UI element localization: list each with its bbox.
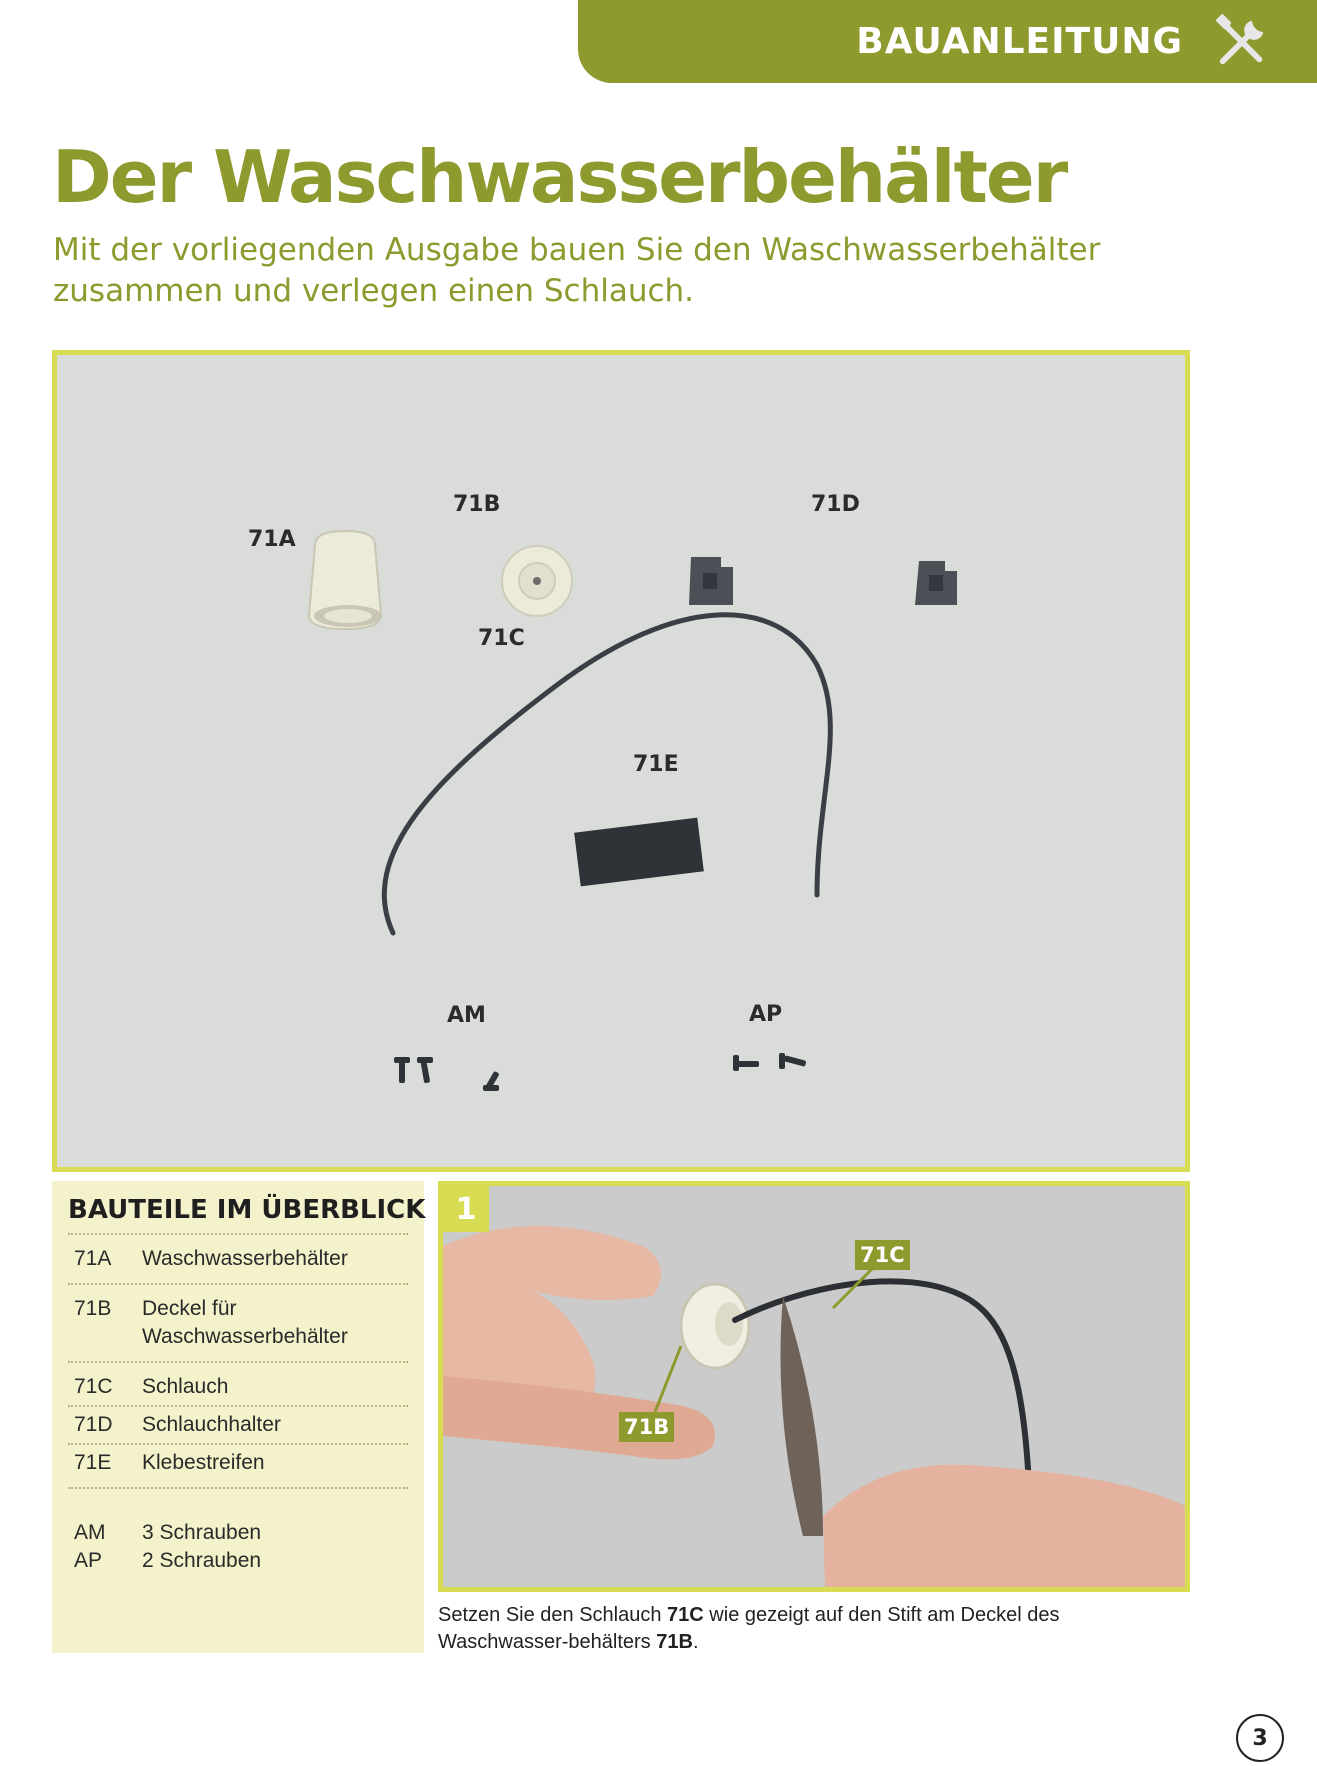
page-number: 3 xyxy=(1236,1714,1284,1762)
page-title: Der Waschwasserbehälter xyxy=(52,135,1067,219)
part-description: Schlauch xyxy=(142,1375,229,1398)
parts-overview-row xyxy=(68,1241,408,1277)
parts-photo-illustration xyxy=(57,355,1185,1167)
part-code: 71A xyxy=(74,1247,112,1270)
part-71a-tank-illustration xyxy=(309,531,382,629)
part-label-71b: 71B xyxy=(453,492,501,517)
parts-overview-row xyxy=(68,1443,408,1481)
parts-overview-group xyxy=(68,1361,408,1489)
section-header-label: BAUANLEITUNG xyxy=(856,21,1183,62)
parts-overview-heading: BAUTEILE IM ÜBERBLICK xyxy=(68,1195,426,1225)
step-1-photo xyxy=(438,1181,1190,1592)
part-label-71c: 71C xyxy=(478,626,525,651)
part-description: Klebestreifen xyxy=(142,1451,265,1474)
caption-text: . xyxy=(692,1631,699,1653)
parts-overview-photo xyxy=(52,350,1190,1172)
part-code: AM xyxy=(74,1521,106,1544)
part-description: Waschwasserbehälter xyxy=(142,1247,348,1270)
part-code: 71C xyxy=(74,1375,113,1398)
parts-overview-row xyxy=(68,1405,408,1443)
part-label-71d: 71D xyxy=(811,492,860,517)
callout-71b: 71B xyxy=(619,1412,674,1442)
step-number-badge: 1 xyxy=(443,1186,489,1232)
part-description: 2 Schrauben xyxy=(142,1549,262,1572)
parts-overview-group xyxy=(68,1283,408,1361)
part-code: 71E xyxy=(74,1451,112,1474)
callout-lines xyxy=(443,1186,1185,1587)
step-1-caption xyxy=(438,1602,1190,1656)
part-code: 71D xyxy=(74,1413,113,1436)
page-subtitle: Mit der vorliegenden Ausgabe bauen Sie den Waschwasserbehälter zusammen und verlegen einen Schlauch. xyxy=(53,232,1101,309)
caption-text: wie gezeigt auf den Stift am Deckel des Waschwasser-behälters xyxy=(438,1604,1060,1653)
parts-overview-panel xyxy=(52,1181,424,1653)
part-code: AP xyxy=(74,1549,103,1572)
parts-overview-screws xyxy=(68,1489,408,1575)
section-header-tab xyxy=(578,0,1317,83)
caption-text: Setzen Sie den Schlauch xyxy=(438,1604,668,1626)
part-description: Deckel für Waschwasserbehälter xyxy=(142,1297,348,1348)
parts-overview-row xyxy=(68,1369,408,1405)
part-description: Schlauchhalter xyxy=(142,1413,281,1436)
part-description: 3 Schrauben xyxy=(142,1521,262,1544)
part-label-ap: AP xyxy=(749,1002,783,1027)
callout-71c: 71C xyxy=(855,1240,910,1270)
part-71b-lid-illustration xyxy=(502,546,572,616)
part-label-am: AM xyxy=(447,1003,486,1028)
caption-part-code: 71C xyxy=(667,1604,704,1626)
caption-part-code: 71B xyxy=(656,1631,693,1653)
parts-overview-group xyxy=(68,1233,408,1283)
part-code: 71B xyxy=(74,1297,112,1320)
parts-overview-row xyxy=(68,1519,408,1547)
part-label-71a: 71A xyxy=(248,527,296,552)
tools-icon xyxy=(1213,13,1271,71)
part-label-71e: 71E xyxy=(633,752,679,777)
parts-overview-row xyxy=(68,1547,408,1575)
parts-overview-row xyxy=(68,1291,408,1355)
